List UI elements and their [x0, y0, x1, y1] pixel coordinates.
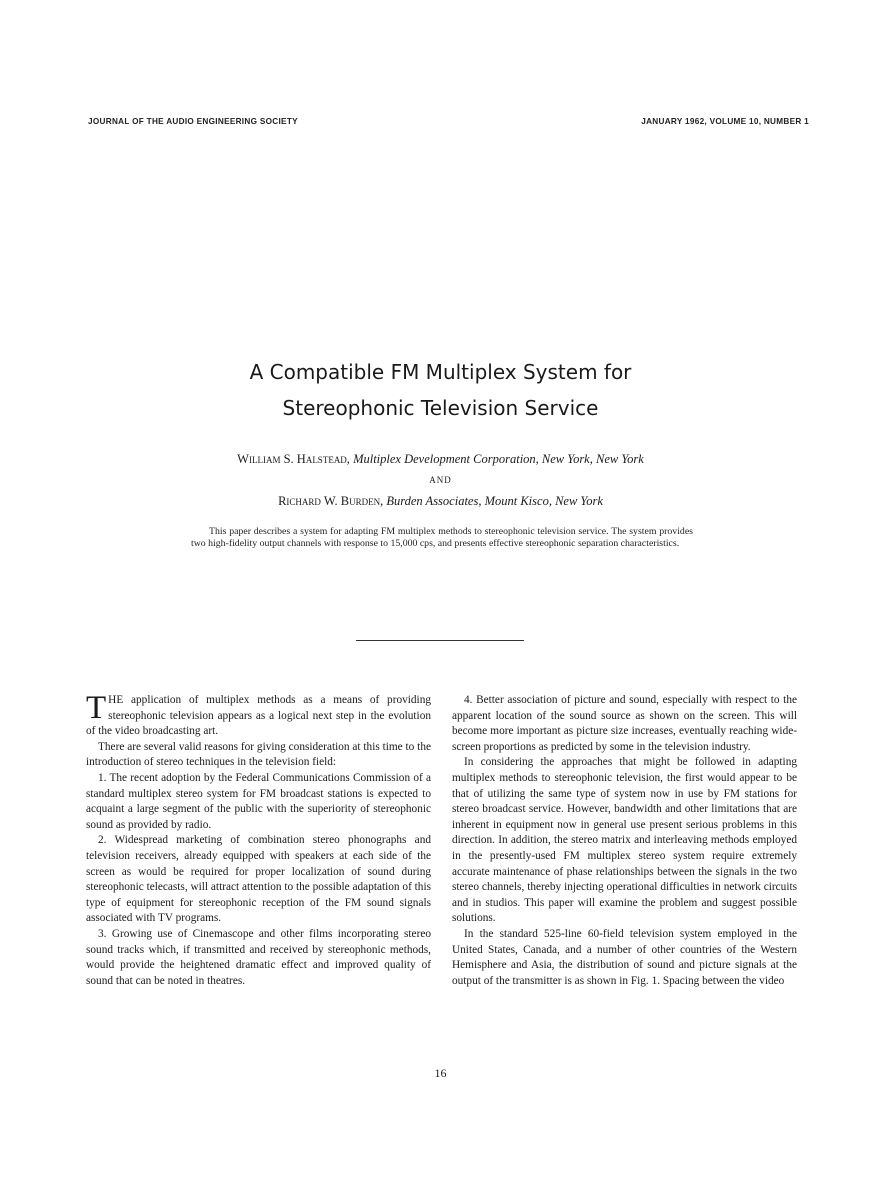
drop-cap: T [86, 690, 107, 726]
body-column-right [452, 693, 797, 989]
running-head-issue: JANUARY 1962, VOLUME 10, NUMBER 1 [641, 117, 809, 126]
author-1-name: William S. Halstead, [237, 452, 350, 466]
body-paragraph: There are several valid reasons for giving consideration at this time to the introduction of stereo techniques in the television field: [86, 740, 431, 769]
body-paragraph [86, 690, 431, 740]
section-divider [356, 640, 524, 641]
body-paragraph: In the standard 525-line 60-field television system employed in the United States, Canada, and a number of other countries of the Western Hemisphere and Asia, the distribution of sound and picture signals at the output of the transmitter is as shown in Fig. 1. Spacing between the video [452, 927, 797, 987]
author-2 [0, 494, 881, 509]
abstract: This paper describes a system for adapting FM multiplex methods to stereophonic television service. The system provides two high-fidelity output channels with response to 15,000 cps, and presents effective stereophonic separation characteristics. [191, 526, 693, 550]
author-2-affiliation: Burden Associates, Mount Kisco, New York [386, 494, 603, 508]
author-2-name: Richard W. Burden, [278, 494, 384, 508]
body-paragraph: 1. The recent adoption by the Federal Communications Commission of a standard multiplex stereo system for FM broadcast stations is expected to acquaint a large segment of the public with the superiority of stereophonic sound as provided by radio. [86, 771, 431, 831]
body-paragraph: 2. Widespread marketing of combination stereo phonographs and television receivers, already equipped with speakers at each side of the screen as would be required for proper localization of sound during stereophonic telecasts, will attract attention to the possible adaptation of this type of equipment for stereophonic reception of the FM sound signals associated with TV programs. [86, 834, 431, 925]
body-paragraph: In considering the approaches that might be followed in adapting multiplex methods to stereophonic television, the first would appear to be that of utilizing the same type of system now in use by FM stations for stereo broadcast service. However, bandwidth and other limitations that are inherent in equipment now in general use present serious problems in this direction. In addition, the stereo matrix and interleaving methods employed in the presently-used FM multiplex stereo system require extremely accurate maintenance of phase relationships between the signals in the two stereo channels, thereby injecting operational difficulties in network circuits and in studios. This paper will examine the problem and suggest possible solutions. [452, 756, 797, 925]
author-1-affiliation: Multiplex Development Corporation, New York, New York [353, 452, 644, 466]
author-1 [0, 452, 881, 467]
body-paragraph: 3. Growing use of Cinemascope and other films incorporating stereo sound tracks which, if transmitted and received by stereophonic methods, would provide the heightened dramatic effect and improved quality of sound that can be noted in theatres. [86, 927, 431, 987]
body-column-left [86, 690, 431, 989]
paper-title-line-1: A Compatible FM Multiplex System for [249, 360, 632, 384]
body-paragraph: 4. Better association of picture and sound, especially with respect to the apparent location of the sound source as shown on the screen. This will become more important as picture size increases, eventually reaching wide-screen proportions as predicted by some in the television industry. [452, 694, 797, 753]
paper-title-line-2: Stereophonic Television Service [282, 396, 599, 420]
running-head-journal: JOURNAL OF THE AUDIO ENGINEERING SOCIETY [88, 117, 298, 126]
page-number: 16 [434, 1066, 447, 1080]
body-paragraph-text: application of multiplex methods as a means of providing stereophonic television appears as a logical next step in the evolution of the video broadcasting art. [86, 694, 431, 738]
lead-caps: HE [108, 694, 124, 706]
author-separator: AND [429, 475, 452, 485]
